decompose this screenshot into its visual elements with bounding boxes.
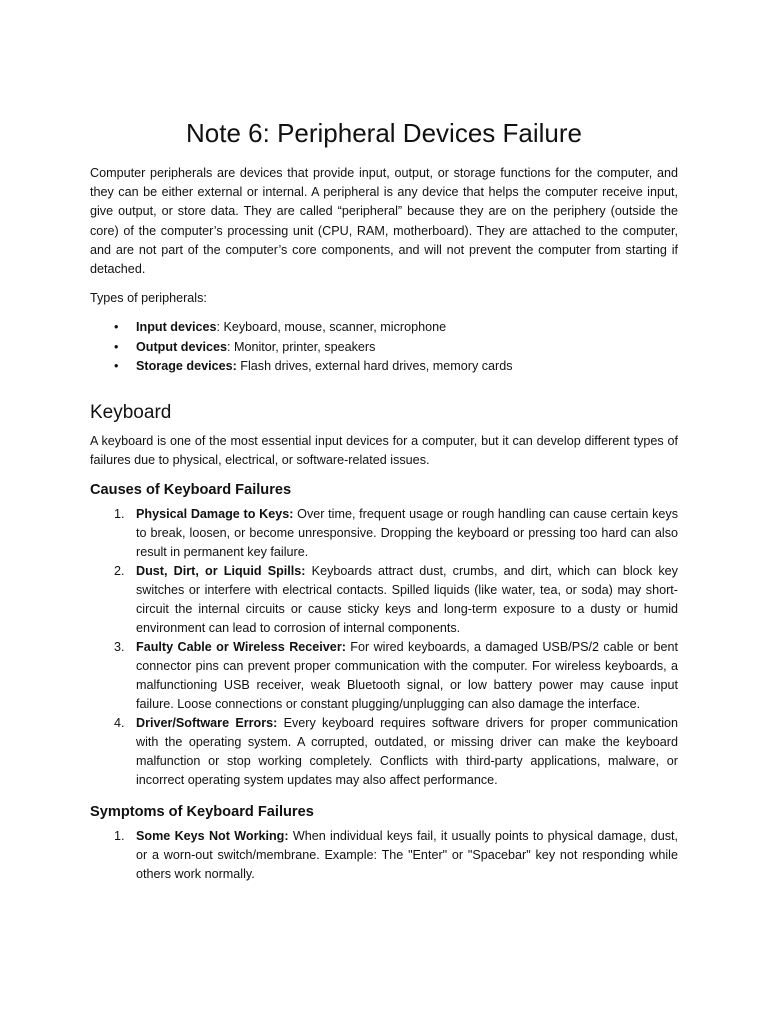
list-item-text: Every keyboard requires software drivers for proper communication with the operating system. A corrupted, outdated, or missing driver can make the keyboard malfunction or stop working completely. Conflicts with third-party applications, malware, or incorrect operating system updates may also affect performance. (136, 716, 678, 788)
list-item-text: When individual keys fail, it usually points to physical damage, dust, or a worn-out switch/membrane. Example: The "Enter" or "Spacebar" key not responding while others work normally. (136, 829, 679, 882)
list-item-label: Output devices (136, 339, 227, 354)
list-number: 4. (114, 716, 125, 731)
list-item-text: For wired keyboards, a damaged USB/PS/2 cable or bent connector pins can prevent proper communication with the computer. For wireless keyboards, a malfunctioning USB receiver, weak Bluetooth signal, or low battery power may cause input failure. Loose connections or constant plugging/unplugging can also damage the interface. (136, 640, 678, 712)
list-item (114, 338, 678, 357)
list-item-label: Dust, Dirt, or Liquid Spills: (136, 564, 306, 579)
bullet-icon: • (114, 358, 119, 373)
list-item (114, 357, 678, 376)
list-item-label: Storage devices: (136, 358, 237, 373)
list-item (114, 505, 678, 562)
bullet-icon: • (114, 339, 119, 354)
causes-heading: Causes of Keyboard Failures (90, 482, 292, 499)
list-item-label: Faulty Cable or Wireless Receiver: (136, 640, 346, 655)
list-item-label: Some Keys Not Working: (136, 829, 289, 844)
list-number: 2. (114, 564, 125, 579)
types-list (90, 318, 678, 376)
list-number: 1. (114, 507, 125, 522)
causes-list (90, 505, 678, 790)
keyboard-heading: Keyboard (90, 402, 172, 424)
intro-paragraph: Computer peripherals are devices that provide input, output, or storage functions for the computer, and they can be either external or internal. A peripheral is any device that helps the computer receive input, give output, or store data. They are called “peripheral” because they are on the periphery (outside the core) of the computer’s processing unit (CPU, RAM, motherboard). They are attached to the computer, and are not part of the computer’s core components, and will not prevent the computer from starting if detached. (90, 166, 678, 277)
page-title: Note 6: Peripheral Devices Failure (186, 118, 582, 148)
bullet-icon: • (114, 320, 119, 335)
list-number: 3. (114, 640, 125, 655)
keyboard-intro: A keyboard is one of the most essential input devices for a computer, but it can develop different types of failures due to physical, electrical, or software-related issues. (90, 434, 678, 468)
list-item (114, 318, 678, 337)
list-item (114, 827, 679, 884)
list-item-label: Input devices (136, 320, 217, 335)
list-item-text: Keyboards attract dust, crumbs, and dirt, which can block key switches or interfere with electrical contacts. Spilled liquids (like water, tea, or soda) may short-circuit the internal circuits or cause sticky keys and long-term exposure to a dusty or humid environment can lead to corrosion of internal components. (136, 564, 678, 636)
list-item-text: : Monitor, printer, speakers (226, 339, 376, 354)
list-item (114, 562, 678, 638)
list-item-label: Physical Damage to Keys: (136, 507, 294, 522)
list-item (114, 714, 678, 790)
list-item-text: : Keyboard, mouse, scanner, microphone (216, 320, 447, 335)
list-item-text: Over time, frequent usage or rough handling can cause certain keys to break, loosen, or become unresponsive. Dropping the keyboard or pressing too hard can also result in permanent key failure. (136, 507, 678, 560)
list-number: 1. (114, 829, 125, 844)
symptoms-heading: Symptoms of Keyboard Failures (90, 804, 314, 821)
list-item (114, 638, 678, 714)
list-item-text: Flash drives, external hard drives, memory cards (236, 358, 513, 373)
symptoms-list (90, 827, 678, 884)
list-item-label: Driver/Software Errors: (136, 716, 278, 731)
types-label: Types of peripherals: (90, 291, 207, 306)
